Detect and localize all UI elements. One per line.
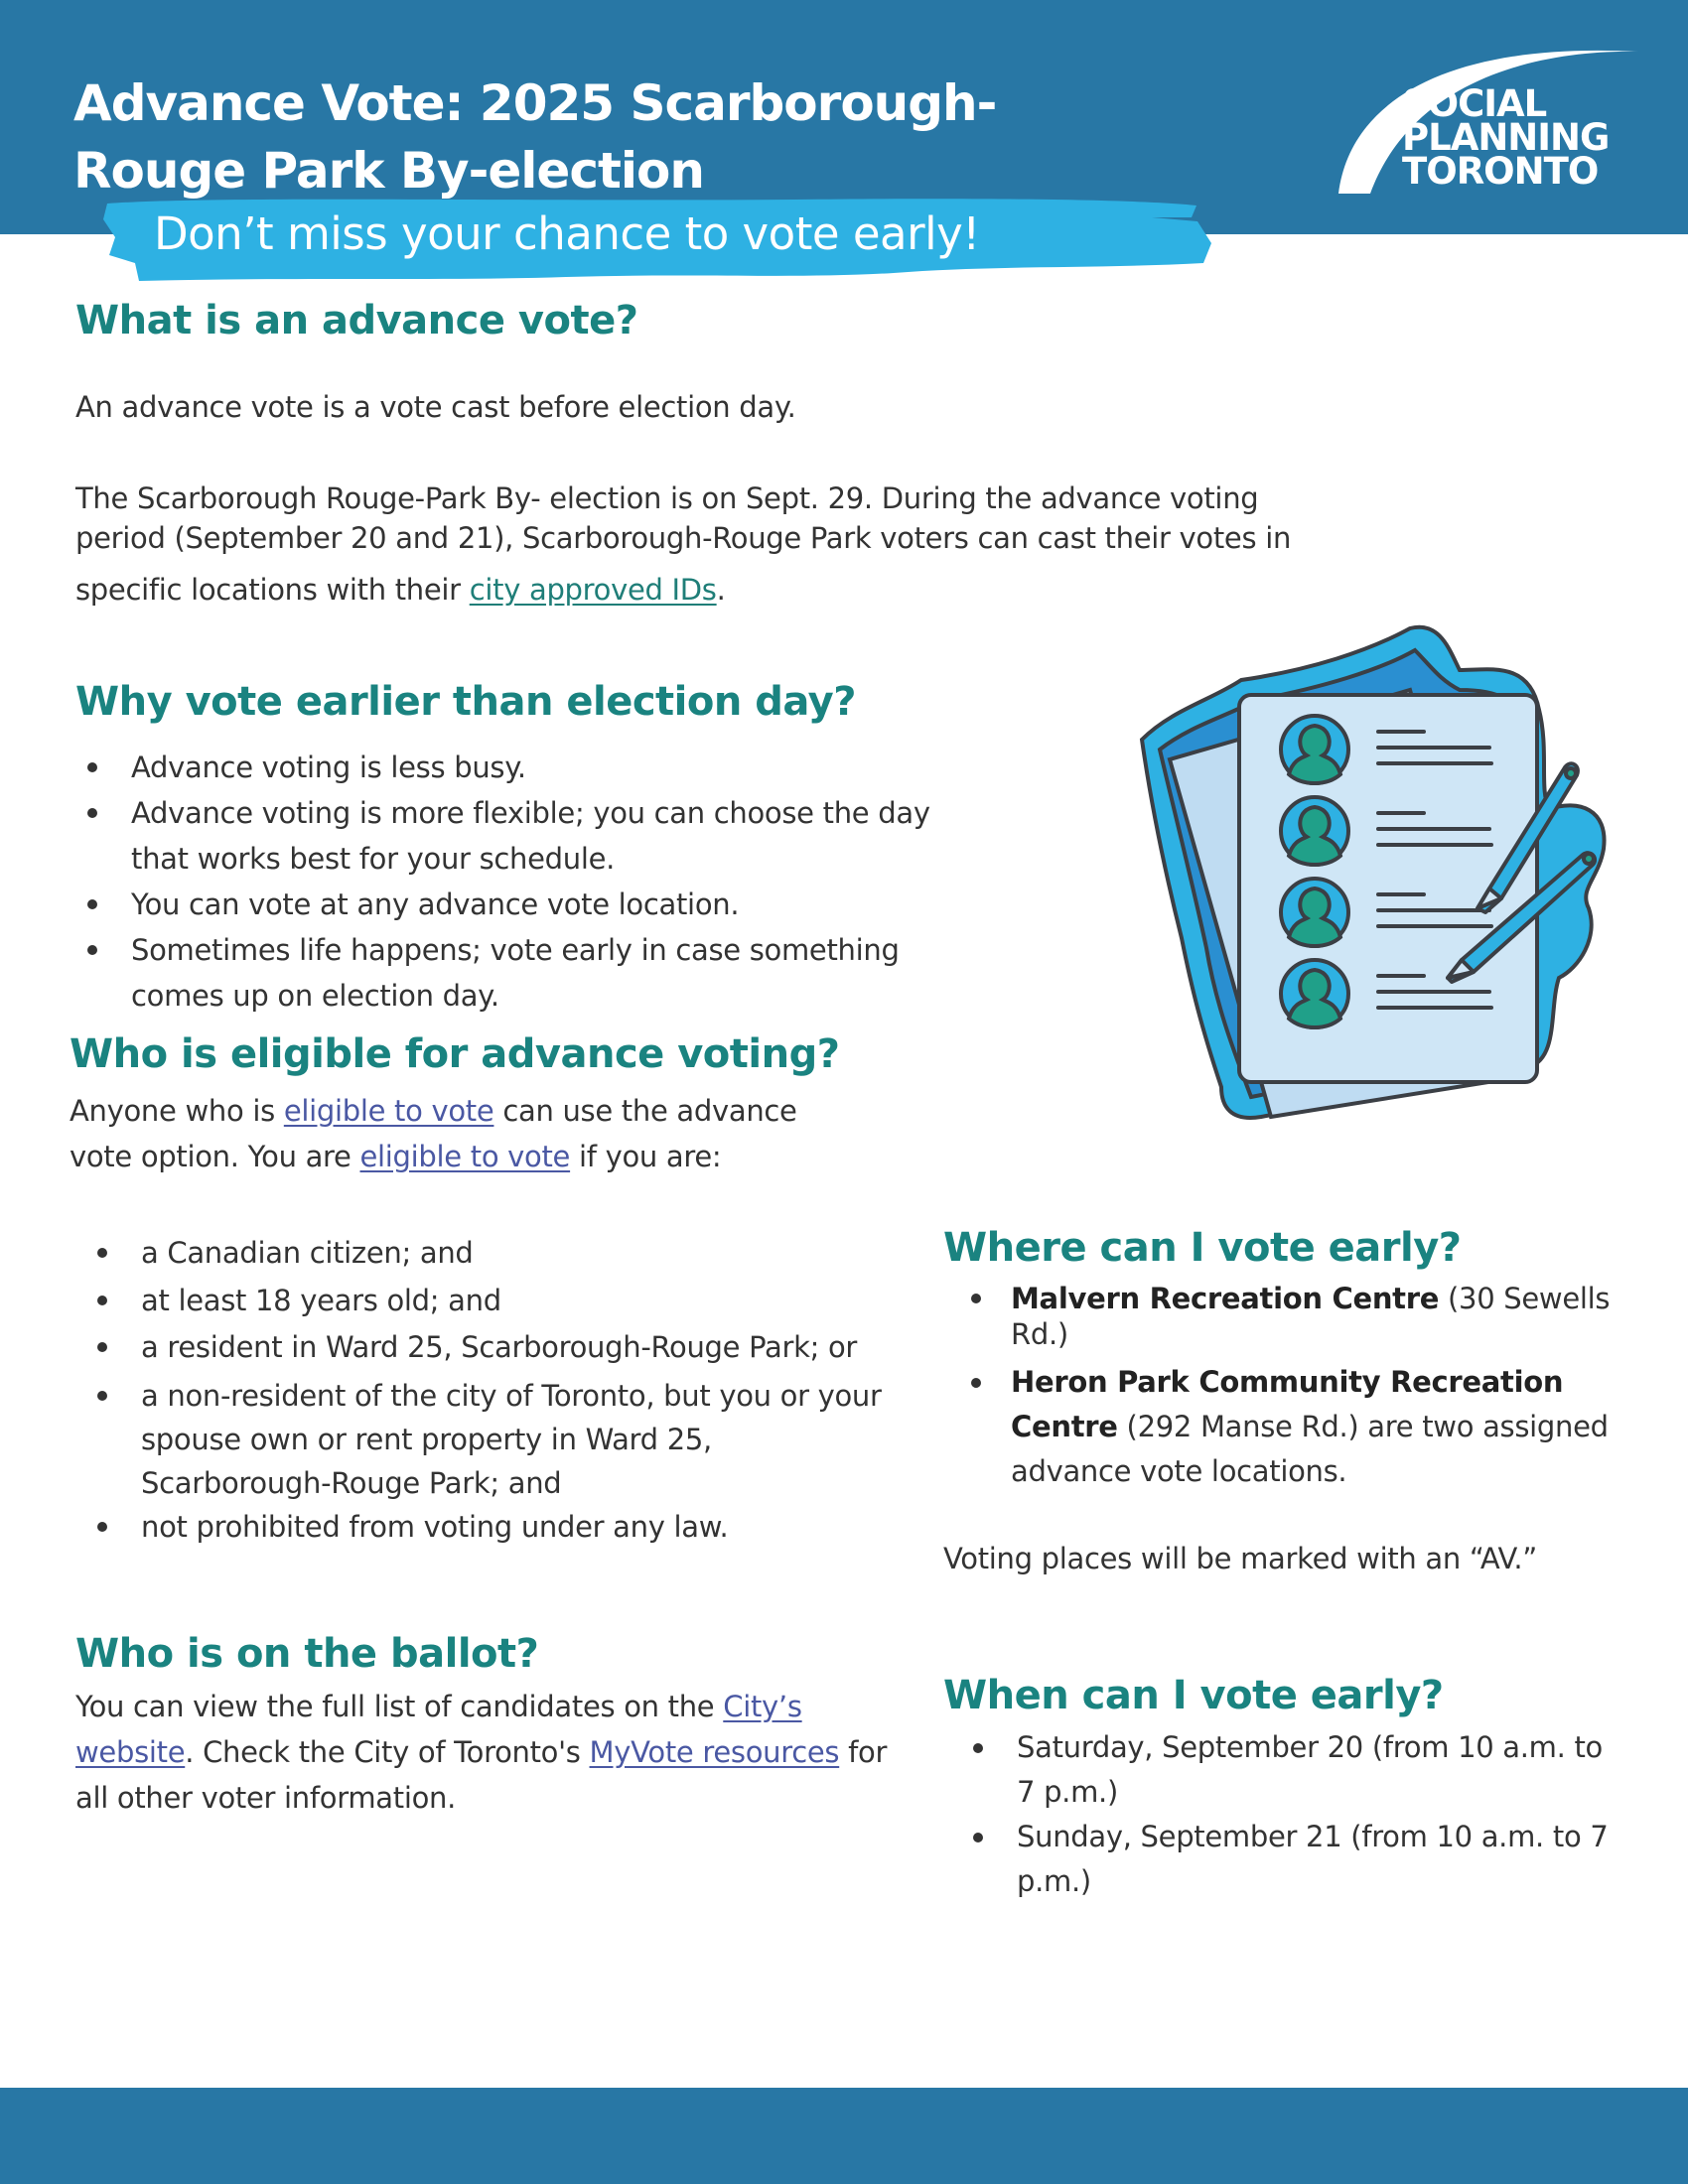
details-line-3 bbox=[75, 570, 1624, 610]
av-marked-note: Voting places will be marked with an “AV.” bbox=[943, 1542, 1537, 1575]
ballot-illustration-icon bbox=[1112, 611, 1628, 1137]
location-address: (292 Manse Rd.) bbox=[1117, 1410, 1359, 1443]
logo-line-1: SOCIAL bbox=[1402, 82, 1547, 125]
logo-line-3: TORONTO bbox=[1402, 150, 1599, 193]
title-line-2: Rouge Park By-election bbox=[73, 142, 704, 200]
ballot-text bbox=[75, 1684, 910, 1821]
title-line-1: Advance Vote: 2025 Scarborough- bbox=[73, 74, 997, 132]
myvote-resources-link[interactable]: MyVote resources bbox=[589, 1735, 840, 1769]
list-item: Sunday, September 21 (from 10 a.m. to 7 p.m.) bbox=[961, 1815, 1617, 1904]
eligible-intro bbox=[70, 1088, 864, 1179]
eligibility-list bbox=[85, 1231, 900, 1549]
heading-where-vote-early: Where can I vote early? bbox=[943, 1225, 1462, 1271]
dates-list bbox=[961, 1725, 1617, 1904]
location-name: Heron Park Community Recreation Centre bbox=[1011, 1365, 1564, 1443]
ballot-text-start: You can view the full list of candidates on the bbox=[75, 1690, 724, 1723]
location-name: Malvern Recreation Centre bbox=[1011, 1282, 1440, 1315]
heading-why-vote-earlier: Why vote earlier than election day? bbox=[75, 679, 856, 725]
location-item bbox=[959, 1360, 1634, 1494]
footer-band bbox=[0, 2088, 1688, 2184]
list-item: a resident in Ward 25, Scarborough-Rouge Park; or bbox=[85, 1330, 900, 1364]
list-item: not prohibited from voting under any law. bbox=[85, 1505, 900, 1549]
eligible-intro-text: Anyone who is bbox=[70, 1094, 284, 1128]
citys-website-link[interactable]: City’s website bbox=[75, 1690, 802, 1769]
details-line-3-text: specific locations with their bbox=[75, 573, 470, 607]
social-planning-toronto-logo bbox=[1331, 30, 1658, 204]
heading-when-vote-early: When can I vote early? bbox=[943, 1673, 1444, 1718]
heading-what-is-advance-vote: What is an advance vote? bbox=[75, 298, 638, 343]
what-is-definition: An advance vote is a vote cast before election day. bbox=[75, 390, 796, 424]
list-item: a non-resident of the city of Toronto, but you or your spouse own or rent property in Ward 25, Scarborough-Rouge Park; and bbox=[85, 1374, 900, 1505]
location-item bbox=[959, 1281, 1634, 1352]
ballot-text-end: for all other voter information. bbox=[75, 1735, 888, 1815]
heading-who-is-on-ballot: Who is on the ballot? bbox=[75, 1631, 539, 1677]
why-list bbox=[75, 745, 949, 1019]
page-title bbox=[73, 69, 996, 205]
list-item: You can vote at any advance vote location. bbox=[75, 882, 949, 927]
list-item: Saturday, September 20 (from 10 a.m. to 7 p.m.) bbox=[961, 1725, 1617, 1815]
eligible-intro-end: if you are: bbox=[570, 1140, 722, 1173]
list-item: Sometimes life happens; vote early in case something comes up on election day. bbox=[75, 927, 949, 1019]
tagline: Don’t miss your chance to vote early! bbox=[154, 207, 980, 260]
location-address: (30 Sewells Rd.) bbox=[1011, 1282, 1611, 1351]
list-item: at least 18 years old; and bbox=[85, 1279, 900, 1322]
locations-suffix: are two assigned advance vote locations. bbox=[1011, 1410, 1609, 1488]
logo-line-2: PLANNING bbox=[1402, 116, 1610, 159]
locations-list bbox=[959, 1281, 1634, 1494]
eligible-to-vote-link[interactable]: eligible to vote bbox=[283, 1094, 494, 1128]
eligible-to-vote-link[interactable]: eligible to vote bbox=[359, 1140, 571, 1173]
logo-text bbox=[1402, 82, 1610, 193]
details-line-1: The Scarborough Rouge-Park By- election is on Sept. 29. During the advance voting bbox=[75, 481, 1259, 515]
list-item: Advance voting is more flexible; you can choose the day that works best for your schedule. bbox=[75, 790, 949, 882]
eligible-intro-mid: can use the advance vote option. You are bbox=[70, 1094, 797, 1173]
what-is-details bbox=[75, 478, 1624, 610]
details-line-3-end: . bbox=[716, 573, 726, 607]
details-line-2: period (September 20 and 21), Scarborough-Rouge Park voters can cast their votes in bbox=[75, 521, 1292, 555]
list-item: a Canadian citizen; and bbox=[85, 1231, 900, 1275]
ballot-text-mid: . Check the City of Toronto's bbox=[185, 1735, 590, 1769]
city-approved-ids-link[interactable]: city approved IDs bbox=[469, 573, 717, 607]
heading-who-is-eligible: Who is eligible for advance voting? bbox=[70, 1031, 840, 1077]
list-item: Advance voting is less busy. bbox=[75, 745, 949, 790]
